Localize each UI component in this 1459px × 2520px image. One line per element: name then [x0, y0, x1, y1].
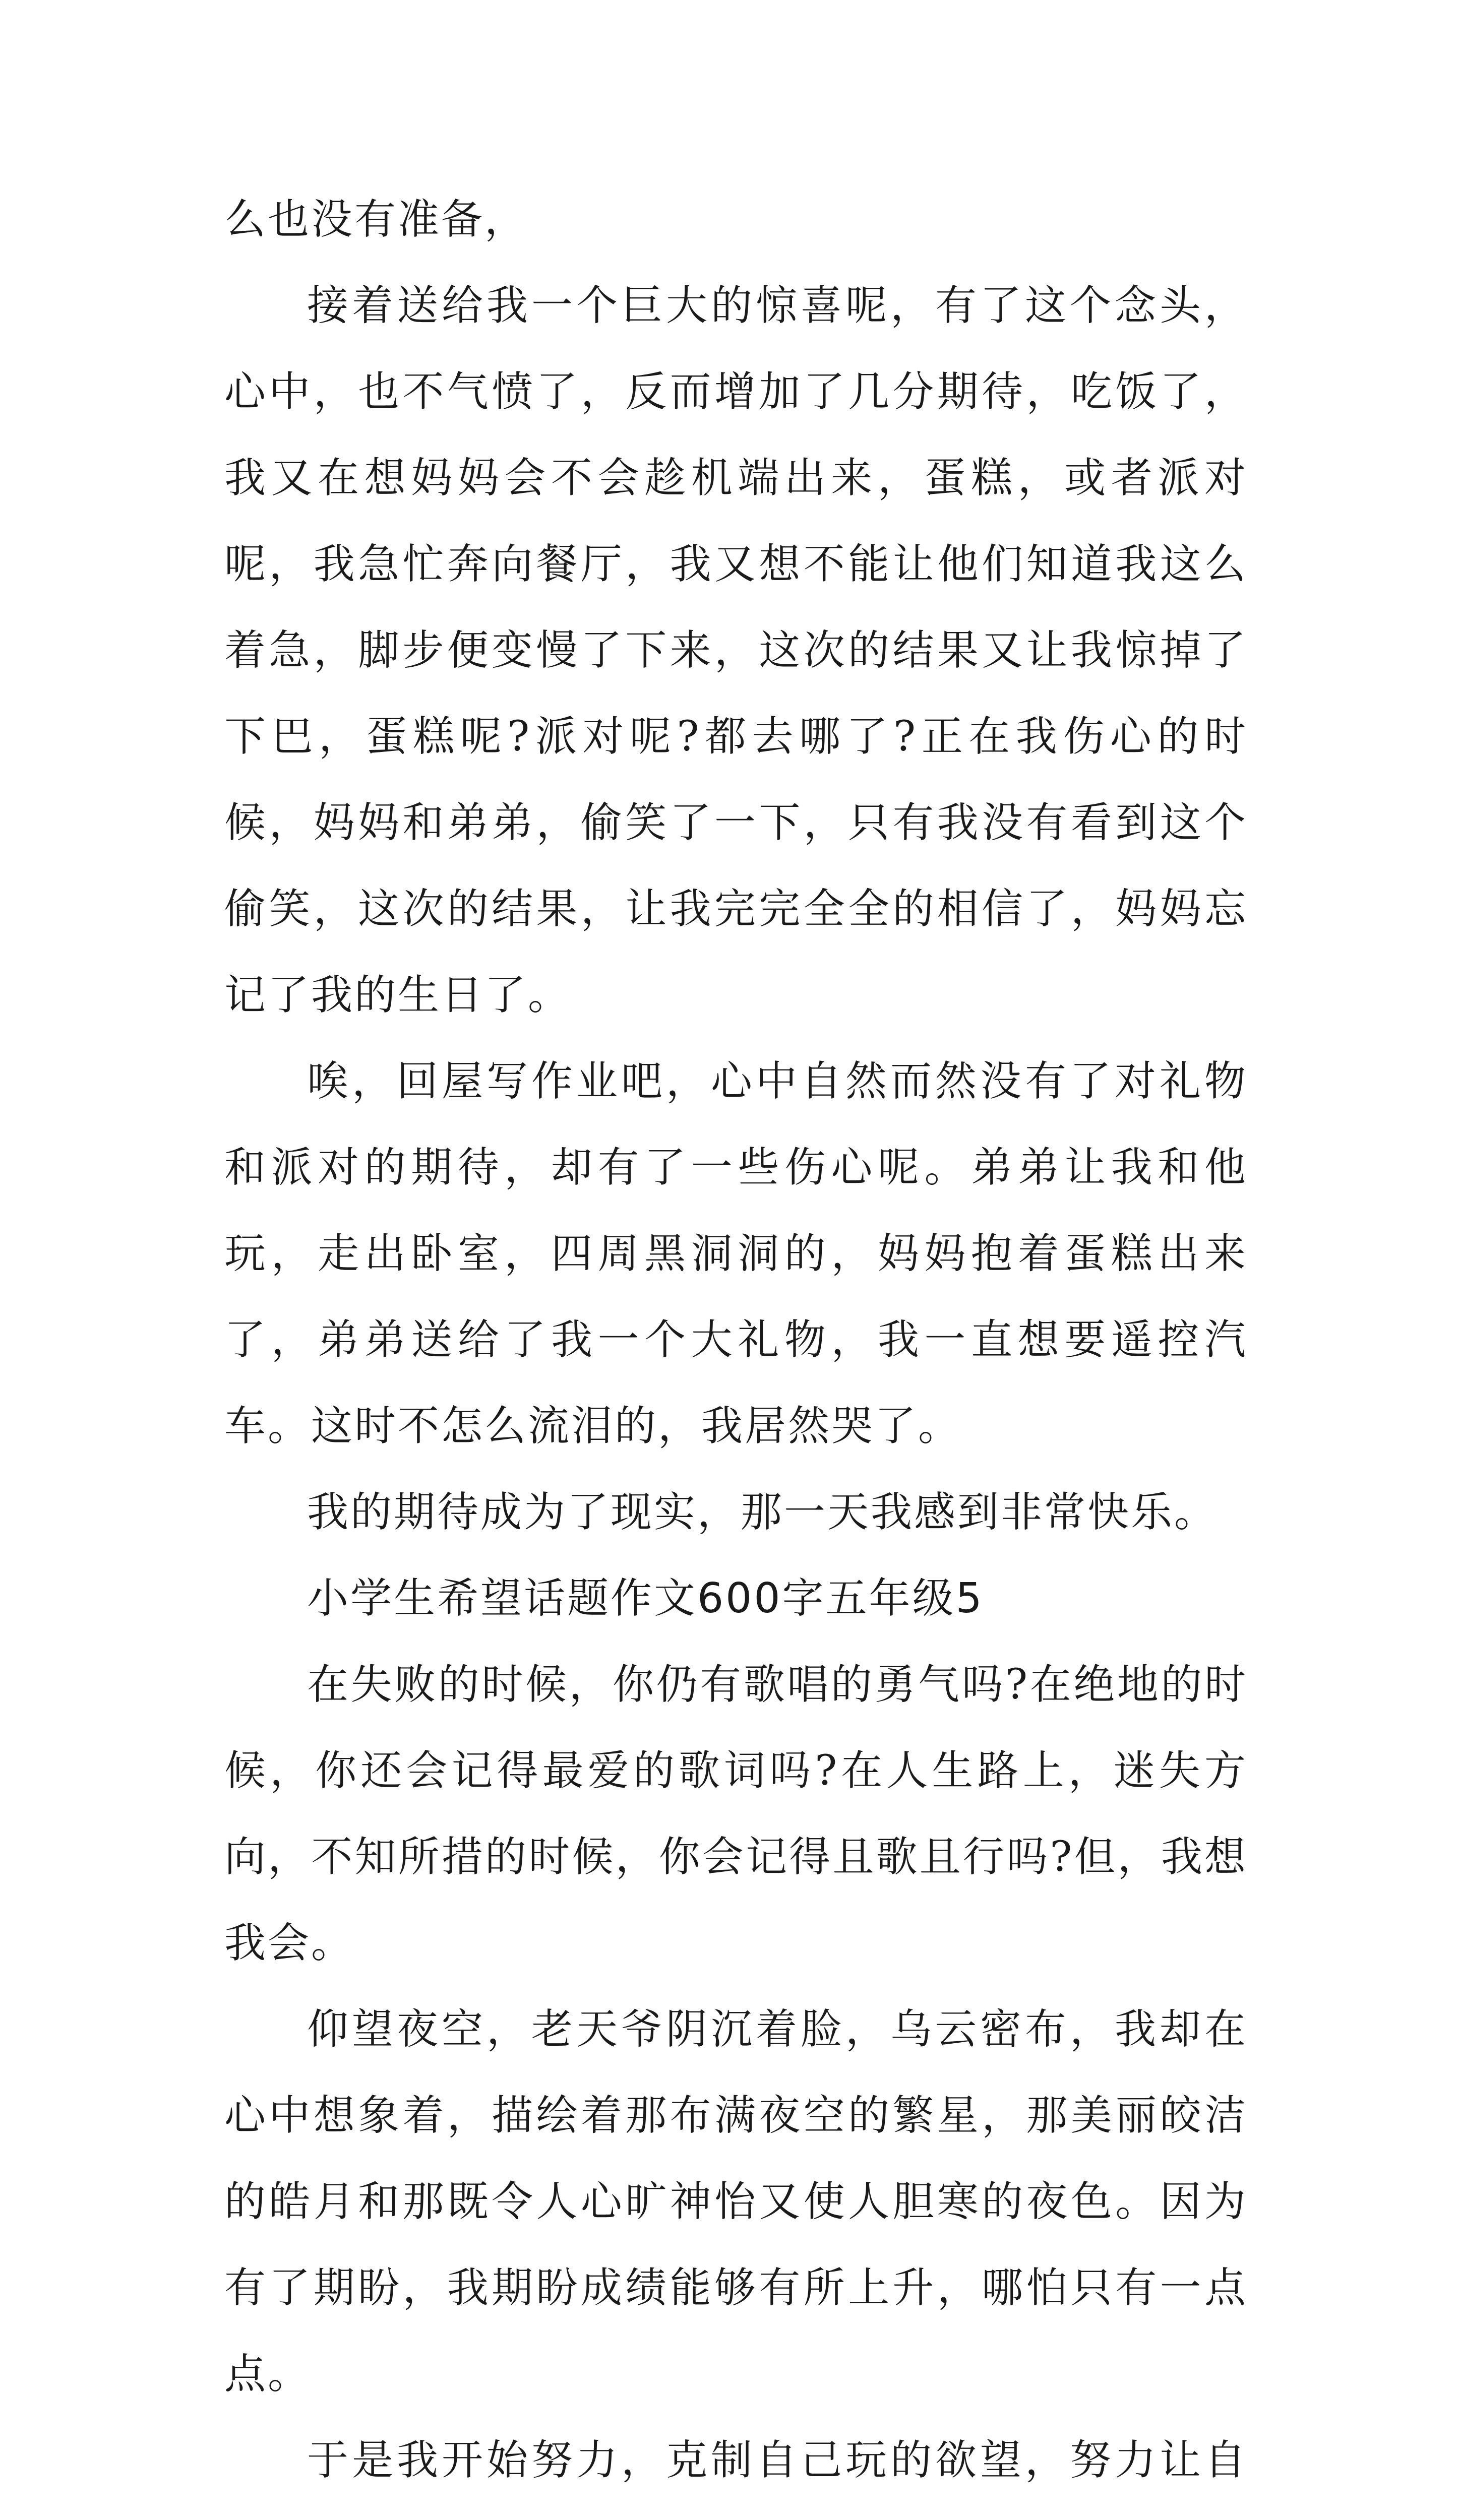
paragraph-effort: 于是我开始努力，克制自己玩的欲望，努力让自: [307, 2436, 1248, 2484]
paragraph-continuation: 么也没有准备，: [224, 196, 528, 243]
paragraph-surprise: 接着送给我一个巨大的惊喜呢，有了这个念头，心中，也不气愤了，反而增加了几分期待，吃饭了，我又在想妈妈会不会趁机端出来，蛋糕，或者派对呢，我急忙奔向餐厅，我又想不能让他们知道我这么着急，脚步便变慢了下来，这次的结果又让我惊掉了下巴，蛋糕呢?派对呢?都去哪了?正在我伤心的时候，妈妈和弟弟，偷笑了一下，只有我没有看到这个偷笑，这次的结果，让我完完全全的相信了，妈妈忘记了我的生日了。: [224, 282, 1248, 1019]
paragraph-courage: 在失败的时候，你仍有歌唱的勇气吗?在绝地的时候，你还会记得最爱的歌词吗?在人生路上，迷失方向，不知所措的时候，你会记得且歌且行吗?但，我想我会。: [224, 1661, 1248, 1967]
paragraph-night-sky: 仰望夜空，老天爷阴沉着脸，乌云密布，我却在心中想象着，描绘着那布满夜空的繁星，那美丽皎洁的皓月和那既令人心旷神怡又使人胆寒的夜色。因为有了期盼，我期盼成绩能够有所上升，哪怕只有一点点。: [224, 2005, 1248, 2398]
paragraph-disappointment: 唉，回屋写作业吧，心中自然而然没有了对礼物和派对的期待，却有了一些伤心呢。弟弟让我和他玩，走出卧室，四周黑洞洞的，妈妈抱着蛋糕出来了，弟弟送给了我一个大礼物，我一直想要遥控汽车。这时不怎么流泪的，我居然哭了。: [224, 1057, 1248, 1450]
paragraph-conclusion: 我的期待成为了现实，那一天我感到非常快乐。: [307, 1488, 1218, 1536]
essay-heading: 小学生希望话题作文600字五年级5: [307, 1574, 984, 1622]
body-text: [224, 176, 1248, 2520]
